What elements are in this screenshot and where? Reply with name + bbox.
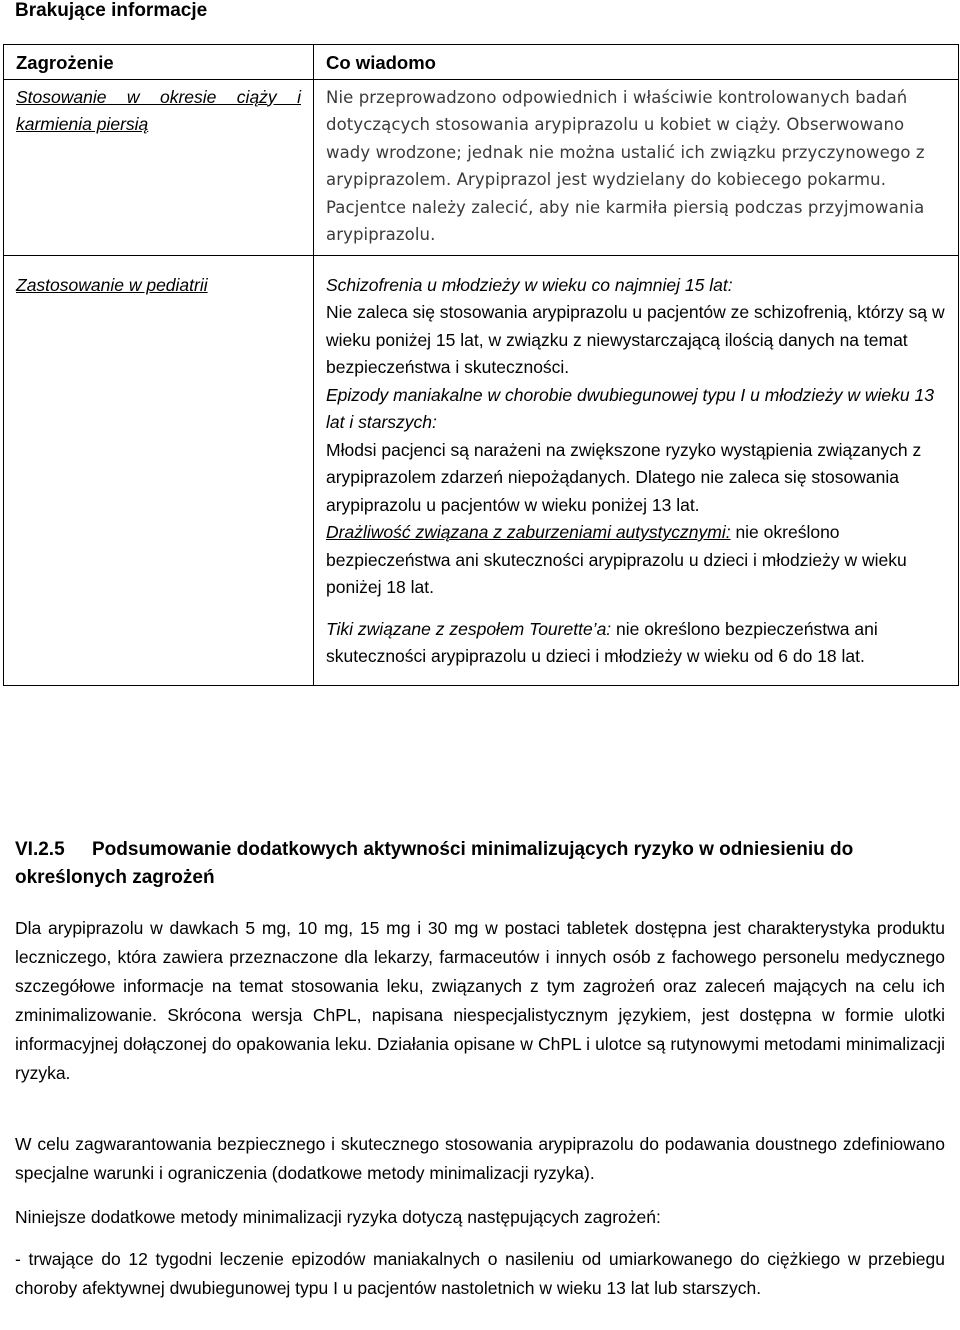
mania-text: Młodsi pacjenci są narażeni na zwiększone ryzyko wystąpienia związanych z arypiprazolem zdarzeń niepożądanych. Dlatego nie zaleca się stosowania arypiprazolu u pacjentów w wieku poniżej 13 lat. — [326, 439, 922, 515]
autism-title: Drażliwość związana z zaburzeniami autystycznymi: — [326, 522, 731, 542]
table-header-row — [4, 45, 959, 80]
schizo-title: Schizofrenia u młodzieży w wieku co najmniej 15 lat: — [326, 274, 733, 295]
section-number: VI.2.5 — [15, 839, 65, 860]
risk-cell — [4, 79, 314, 255]
pregnancy-text: Nie przeprowadzono odpowiednich i właściwie kontrolowanych badań dotyczących stosowania arypiprazolu u kobiet w ciąży. Obserwowano wady wrodzone; jednak nie można ustalić ich związku przyczynowego z arypiprazolem. Arypiprazol jest wydzielany do kobiecego pokarmu. Pacjentce należy zalecić, aby nie karmiła piersią podczas przyjmowania arypiprazolu. — [326, 87, 925, 244]
mania-title: Epizody maniakalne w chorobie dwubiegunowej typu I u młodzieży w wieku 13 lat i starszych: — [326, 384, 934, 432]
paragraph-2: W celu zagwarantowania bezpiecznego i skutecznego stosowania arypiprazolu do podawania doustnego zdefiniowano specjalne warunki i ograniczenia (dodatkowe metody minimalizacji ryzyka). — [15, 1134, 945, 1183]
risk-cell — [4, 255, 314, 685]
autism-block — [326, 519, 946, 602]
risk-table — [3, 44, 959, 686]
section-title: Podsumowanie dodatkowych aktywności minimalizujących ryzyko w odniesieniu do określonych zagrożeń — [15, 839, 854, 888]
tics-text: nie określono bezpieczeństwa ani skuteczności arypiprazolu u dzieci i młodzieży w wieku od 6 do 18 lat. — [326, 618, 878, 666]
tics-block — [326, 616, 946, 671]
spacer — [326, 602, 946, 616]
header-risk: Zagrożenie — [4, 45, 314, 80]
risk-pediatric: Zastosowanie w pediatrii — [16, 274, 208, 295]
known-cell — [314, 79, 959, 255]
paragraph-1: Dla arypiprazolu w dawkach 5 mg, 10 mg, 15 mg i 30 mg w postaci tabletek dostępna jest charakterystyka produktu leczniczego, która zawiera przeznaczone dla lekarzy, farmaceutów i innych osób z fachowego personelu medycznego szczegółowe informacje na temat stosowania leku, związanych z tym zagrożeń oraz zaleceń mających na celu ich zminimalizowanie. Skrócona wersja ChPL, napisana niespecjalistycznym językiem, jest dostępna w formie ulotki informacyjnej dołączonej do opakowania leku. Działania opisane w ChPL i ulotce są rutynowymi metodami minimalizacji ryzyka. — [15, 918, 945, 1083]
autism-text: nie określono bezpieczeństwa ani skuteczności arypiprazolu u dzieci i młodzieży w wieku poniżej 18 lat. — [326, 522, 907, 597]
known-cell — [314, 255, 959, 685]
paragraph-4: - trwające do 12 tygodni leczenie epizodów maniakalnych o nasileniu od umiarkowanego do ciężkiego w przebiegu choroby afektywnej dwubiegunowej typu I u pacjentów nastoletnich w wieku 13 lat lub starszych. — [15, 1249, 945, 1298]
schizo-text: Nie zaleca się stosowania arypiprazolu u pacjentów ze schizofrenią, którzy są w wieku poniżej 15 lat, w związku z niewystarczającą ilością danych na temat bezpieczeństwa i skuteczności. — [326, 302, 945, 377]
missing-info-heading: Brakujące informacje — [15, 0, 208, 21]
section-heading — [15, 836, 945, 892]
table-row — [4, 79, 959, 255]
table-row — [4, 255, 959, 685]
tics-title: Tiki związane z zespołem Tourette’a: — [326, 618, 612, 639]
header-known: Co wiadomo — [314, 45, 959, 80]
paragraph-3: Niniejsze dodatkowe metody minimalizacji ryzyka dotyczą następujących zagrożeń: — [15, 1207, 661, 1227]
risk-pregnancy: Stosowanie w okresie ciąży i karmienia piersią — [16, 86, 301, 134]
